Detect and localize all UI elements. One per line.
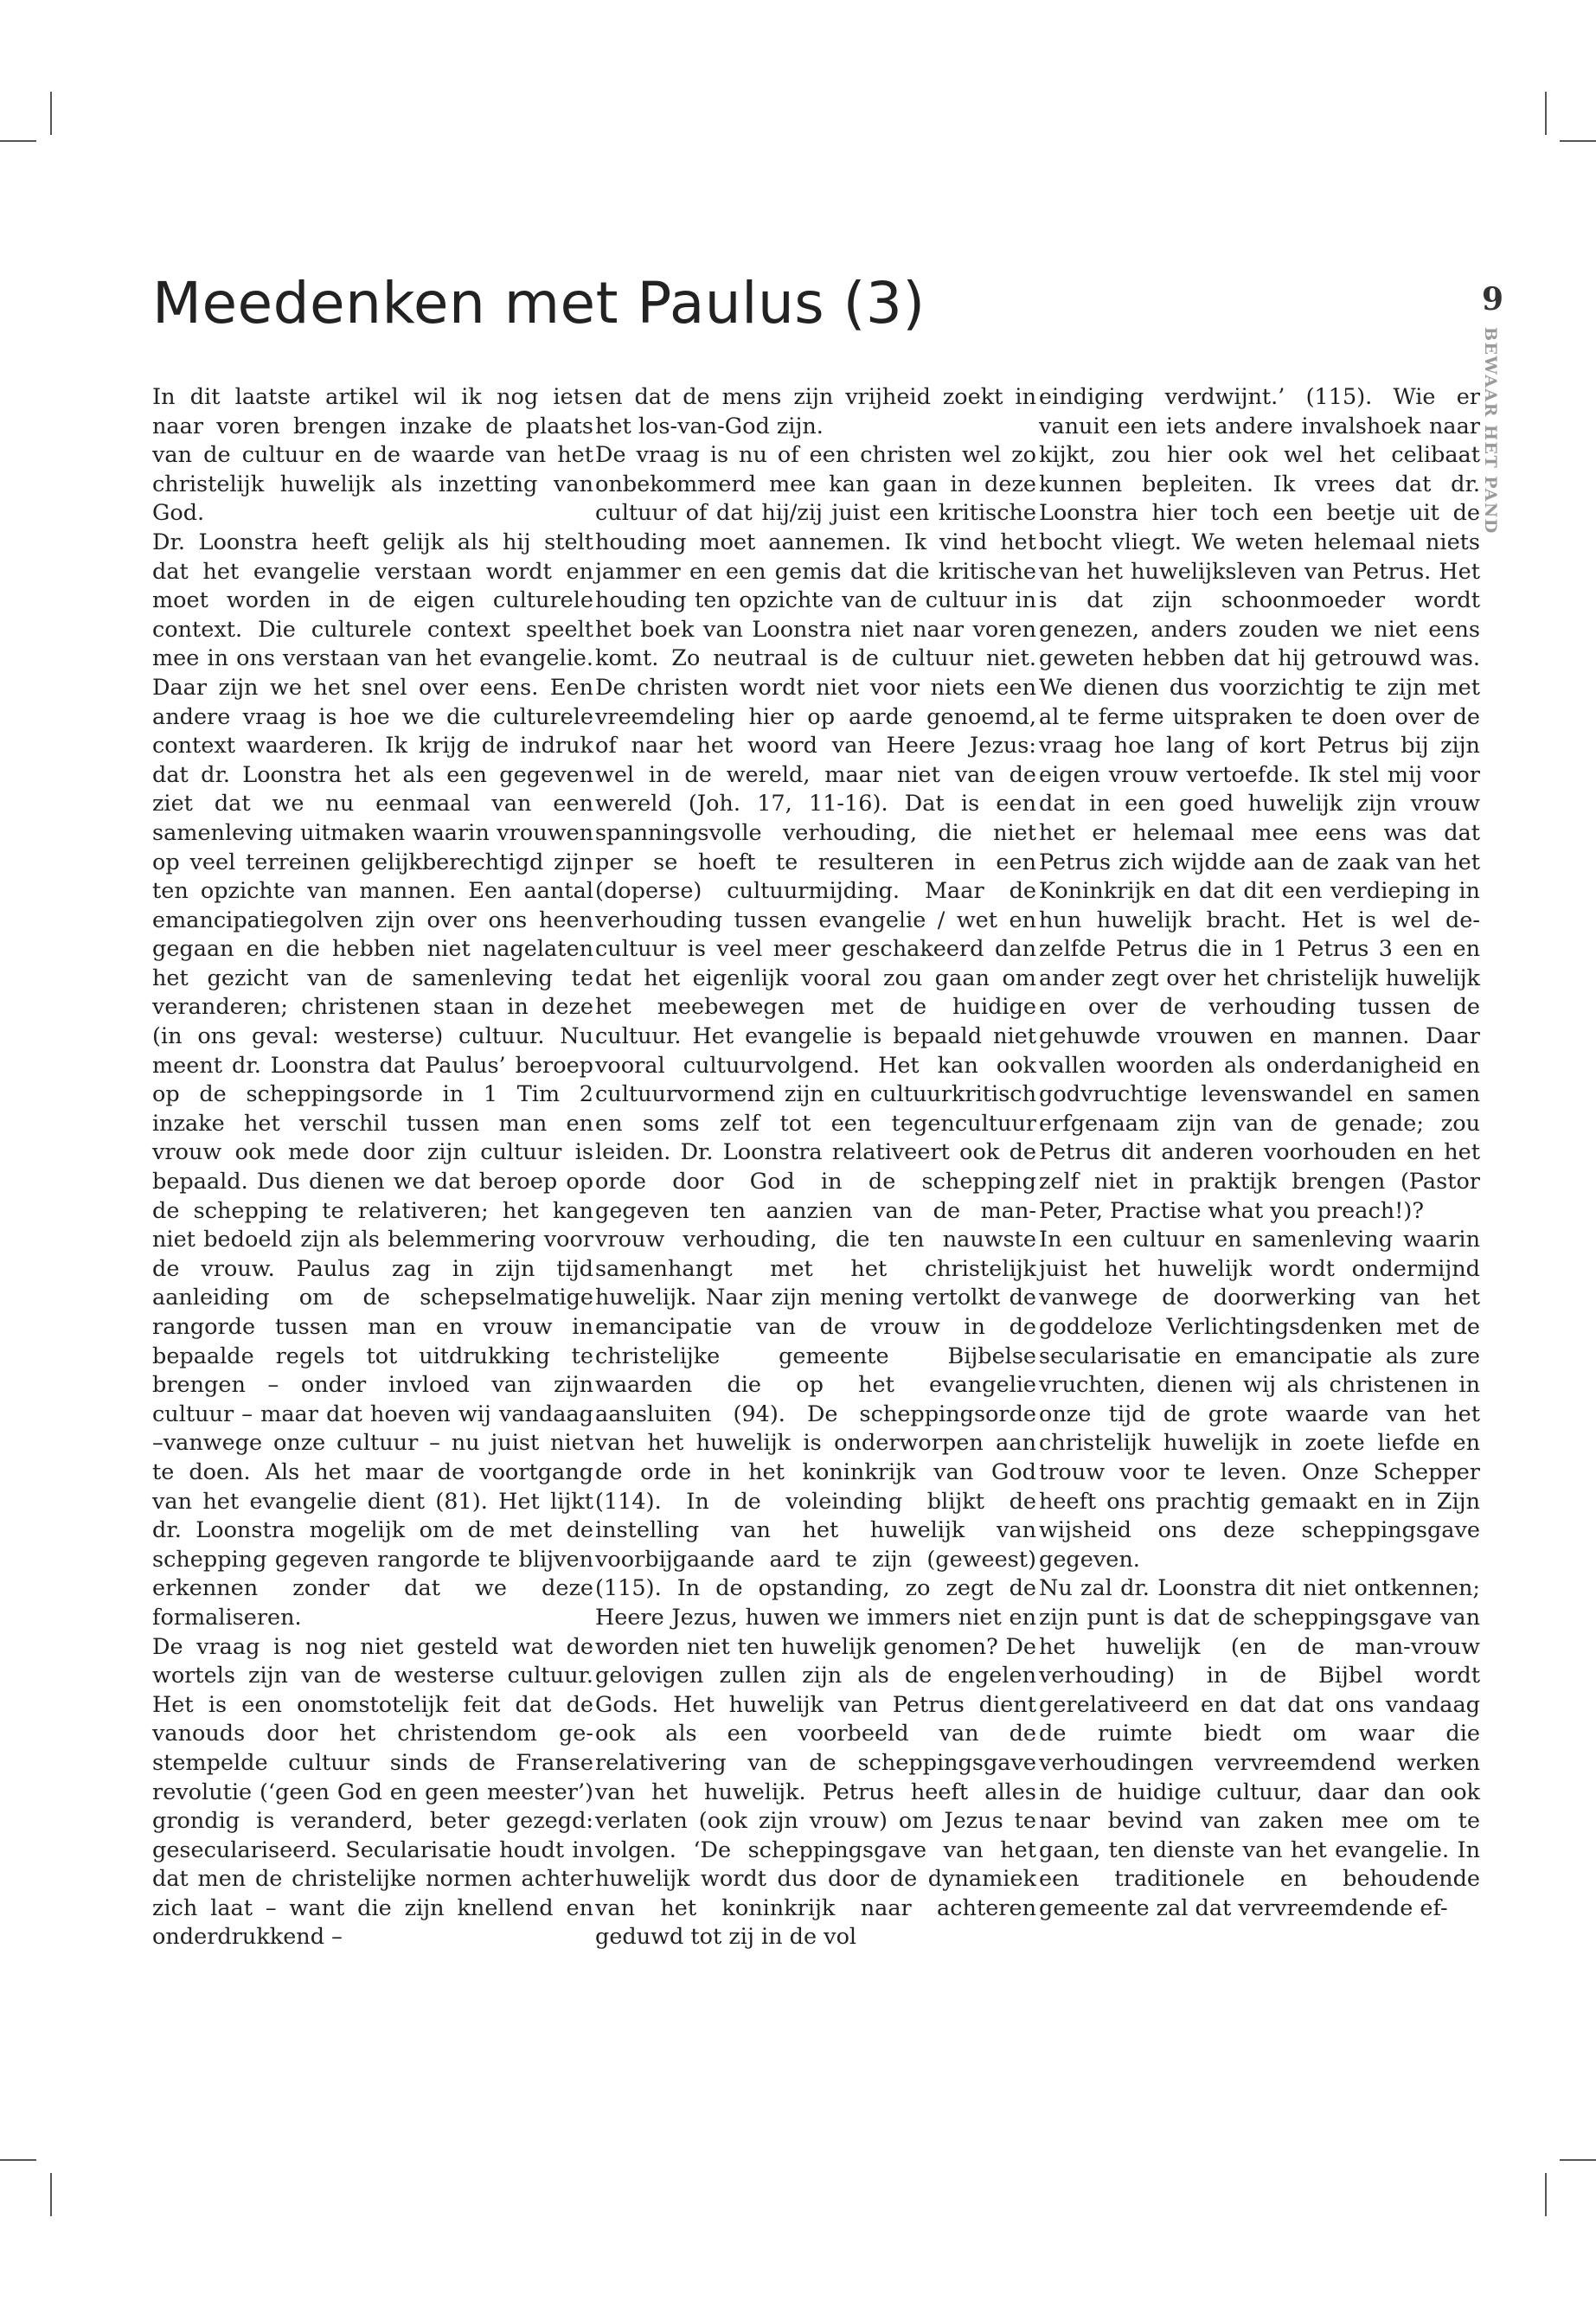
article-title: Meedenken met Paulus (3) [152,270,926,336]
crop-mark [1545,2173,1547,2216]
text-column-1 [152,383,593,1952]
crop-mark [1560,2159,1596,2161]
crop-mark [1545,92,1547,135]
page-number: 9 [1482,281,1504,317]
crop-mark [0,2159,36,2161]
paragraph: Dr. Loonstra heeft gelijk als hij stelt dat het evangelie verstaan wordt en moet worden in de eigen culturele context. Die culturele context speelt mee in ons verstaan van het evangelie. Daar zijn we het snel over eens. Een andere vraag is hoe we die culturele context waarderen. Ik krijg de indruk dat dr. Loonstra het als een gegeven ziet dat we nu eenmaal van een samenleving uitmaken waarin vrouwen op veel terreinen gelijkberechtigd zijn ten opzichte van mannen. Een aantal emancipatiegolven zijn over ons heen gegaan en die hebben niet nagelaten het gezicht van de samenleving te veranderen; christenen staan in deze (in ons geval: westerse) cultuur. Nu meent dr. Loonstra dat Paulus’ beroep op de scheppingsorde in 1 Tim 2 inzake het verschil tussen man en vrouw ook mede door zijn cultuur is bepaald. Dus dienen we dat beroep op de schepping te relativeren; het kan niet bedoeld zijn als belemmering voor de vrouw. Paulus zag in zijn tijd aanleiding om de schepselmatige rangorde tussen man en vrouw in bepaalde regels tot uitdrukking te brengen – onder invloed van zijn cultuur – maar dat hoeven wij vandaag –vanwege onze cultuur – nu juist niet te doen. Als het maar de voortgang van het evangelie dient (81). Het lijkt dr. Loonstra mogelijk om de met de schepping gegeven rangorde te blijven erkennen zonder dat we deze formaliseren. [152,529,593,1631]
paragraph: en dat de mens zijn vrijheid zoekt in het los-van-God zijn. [595,384,1036,439]
crop-mark [50,92,52,135]
paragraph: Nu zal dr. Loonstra dit niet ontkennen; zijn punt is dat de scheppingsgave van het huwelijk (en de man-vrouw verhouding) in de Bijbel wordt gerelativeerd en dat dat ons vandaag de ruimte biedt om waar die verhoudingen vervreemdend werken in de huidige cultuur, daar dan ook naar bevind van zaken mee om te gaan, ten dienste van het evangelie. In een traditionele en behoudende gemeente zal dat vervreemdende ef- [1039,1575,1480,1921]
text-column-2 [595,383,1036,1952]
crop-mark [0,140,36,142]
paragraph: In dit laatste artikel wil ik nog iets naar voren brengen inzake de plaats van de cultuur en de waarde van het christelijk huwelijk als inzetting van God. [152,384,593,527]
crop-mark [1560,140,1596,142]
paragraph: De vraag is nu of een christen wel zo onbekommerd mee kan gaan in deze cultuur of dat hij/zij juist een kritische houding moet aannemen. Ik vind het jammer en een gemis dat die kritische houding ten opzichte van de cultuur in het boek van Loonstra niet naar voren komt. Zo neutraal is de cultuur niet. De christen wordt niet voor niets een vreemdeling hier op aarde genoemd, of naar het woord van Heere Jezus: wel in de wereld, maar niet van de wereld (Joh. 17, 11-16). Dat is een spanningsvolle verhouding, die niet per se hoeft te resulteren in een (doperse) cultuurmijding. Maar de verhouding tussen evangelie / wet en cultuur is veel meer geschakeerd dan dat het eigenlijk vooral zou gaan om het meebewegen met de huidige cultuur. Het evangelie is bepaald niet vooral cultuurvolgend. Het kan ook cultuurvormend zijn en cultuurkritisch en soms zelf tot een tegencultuur leiden. Dr. Loonstra relativeert ook de orde door God in de schepping gegeven ten aanzien van de man-vrouw verhouding, die ten nauwste samenhangt met het christelijk huwelijk. Naar zijn mening vertolkt de emancipatie van de vrouw in de christelijke gemeente Bijbelse waarden die op het evangelie aansluiten (94). De scheppingsorde van het huwelijk is onderworpen aan de orde in het koninkrijk van God (114). In de voleinding blijkt de instelling van het huwelijk van voorbijgaande aard te zijn (geweest) (115). In de opstanding, zo zegt de Heere Jezus, huwen we immers niet en worden niet ten huwelijk genomen? De gelovigen zullen zijn als de engelen Gods. Het huwelijk van Petrus dient ook als een voorbeeld van de relativering van de scheppingsgave van het huwelijk. Petrus heeft alles verlaten (ook zijn vrouw) om Jezus te volgen. ‘De scheppingsgave van het huwelijk wordt dus door de dynamiek van het koninkrijk naar achteren geduwd tot zij in de vol [595,442,1036,1951]
text-column-3 [1039,383,1480,1923]
paragraph: De vraag is nog niet gesteld wat de wortels zijn van de westerse cultuur. Het is een onomstotelijk feit dat de vanouds door het christendom gestempelde cultuur sinds de Franse revolutie (‘geen God en geen meester’) grondig is veranderd, beter gezegd: geseculariseerd. Secularisatie houdt in dat men de christelijke normen achter zich laat – want die zijn knellend en onderdrukkend – [152,1633,593,1951]
running-head: BEWAAR HET PAND [1481,327,1500,535]
paragraph: In een cultuur en samenleving waarin juist het huwelijk wordt ondermijnd vanwege de doorwerking van het goddeloze Verlichtingsdenken met de secularisatie en emancipatie als zure vruchten, dienen wij als christenen in onze tijd de grote waarde van het christelijk huwelijk in zoete liefde en trouw voor te leven. Onze Schepper heeft ons prachtig gemaakt en in Zijn wijsheid ons deze scheppingsgave gegeven. [1039,1227,1480,1573]
paragraph: eindiging verdwijnt.’ (115). Wie er vanuit een iets andere invalshoek naar kijkt, zou hier ook wel het celibaat kunnen bepleiten. Ik vrees dat dr. Loonstra hier toch een beetje uit de bocht vliegt. We weten helemaal niets van het huwelijksleven van Petrus. Het is dat zijn schoonmoeder wordt genezen, anders zouden we niet eens geweten hebben dat hij getrouwd was. We dienen dus voorzichtig te zijn met al te ferme uitspraken te doen over de vraag hoe lang of kort Petrus bij zijn eigen vrouw vertoefde. Ik stel mij voor dat in een goed huwelijk zijn vrouw het er helemaal mee eens was dat Petrus zich wijdde aan de zaak van het Koninkrijk en dat dit een verdieping in hun huwelijk bracht. Het is wel dezelfde Petrus die in 1 Petrus 3 een en ander zegt over het christelijk huwelijk en over de verhouding tussen de gehuwde vrouwen en mannen. Daar vallen woorden als onderdanigheid en godvruchtige levenswandel en samen erfgenaam zijn van de genade; zou Petrus dit anderen voorhouden en het zelf niet in praktijk brengen (Pastor Peter, Practise what you preach!)? [1039,384,1480,1224]
crop-mark [50,2173,52,2216]
